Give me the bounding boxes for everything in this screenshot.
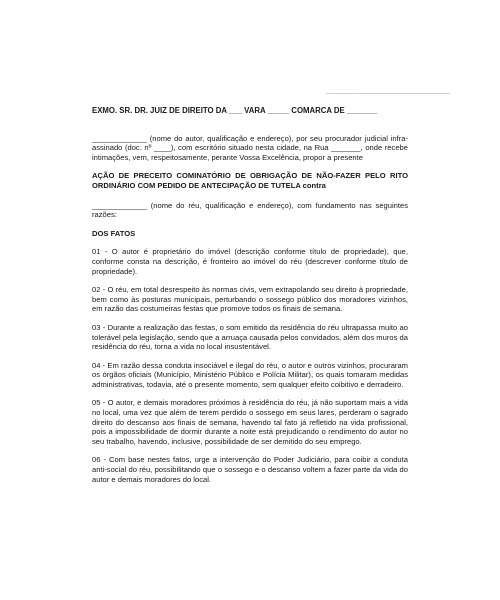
action-title: AÇÃO DE PRECEITO COMINATÓRIO DE OBRIGAÇÃO DE NÃO-FAZER PELO RITO ORDINÁRIO COM PEDIDO DE ANTECIPAÇÃO DE TUTELA contra [92,171,408,190]
fact-paragraph-02: 02 - O réu, em total desrespeito às normas civis, vem extrapolando seu direito à propriedade, bem como às posturas municipais, perturbando o sossego público dos moradores vizinhos, em razão das costumeiras festas que promove todos os finais de semana. [92,285,408,314]
fact-paragraph-03: 03 - Durante a realização das festas, o som emitido da residência do réu ultrapassa muito ao tolerável pela legislação, sendo que a arruaça causada pelos convidados, além dos muros da residência do réu, torna a vida no local insustentável. [92,322,408,352]
header-stamp-line [326,86,450,94]
fact-paragraph-04: 04 - Em razão dessa conduta insociável e ilegal do réu, o autor e outros vizinhos, procuraram os órgãos oficiais (Município, Ministério Público e Polícia Militar), os quais tomaram medidas administrativas, todavia, até o presente momento, sem qualquer efeito coibitivo e derradeiro. [92,360,408,389]
section-title-facts: DOS FATOS [92,228,136,238]
fact-paragraph-05: 05 - O autor, e demais moradores próximos à residência do réu, já não suportam mais a vida no local, uma vez que além de terem perdido o sossego em seus lares, perderam o sagrado direito do descanso aos finais de semana, havendo tal fato já refletido na vida profissional, pois a impossibilidade de dormir durante a noite está prejudicando o rendimento do autor no seu trabalho, havendo, inclusive, possibilidade de ser demitido do seu emprego. [92,398,408,446]
addressee-heading: EXMO. SR. DR. JUIZ DE DIREITO DA ___ VARA _____ COMARCA DE _______ [92,106,378,115]
header-stamp-text: ................ [332,86,358,91]
fact-paragraph-01: 01 - O autor é proprietário do imóvel (descrição conforme título de propriedade), que, conforme consta na descrição, é fronteiro ao imóvel do réu (descrever conforme título de propriedade). [92,247,408,276]
fact-paragraph-06: 06 - Com base nestes fatos, urge a intervenção do Poder Judiciário, para coibir a conduta anti-social do réu, possibilitando que o sossego e o descanso voltem a fazer parte da vida do autor e demais moradores do local. [92,455,408,484]
defendant-paragraph: _____________ (nome do réu, qualificação e endereço), com fundamento nas seguintes razões: [92,200,408,220]
plaintiff-intro: _____________ (nome do autor, qualificação e endereço), por seu procurador judicial infra-assinado (doc. nº ____), com escritório situado nesta cidade, na Rua _______, onde recebe intimações, vem, respeitosamente, perante Vossa Excelência, propor a presente [92,133,408,162]
document-body [92,106,408,493]
